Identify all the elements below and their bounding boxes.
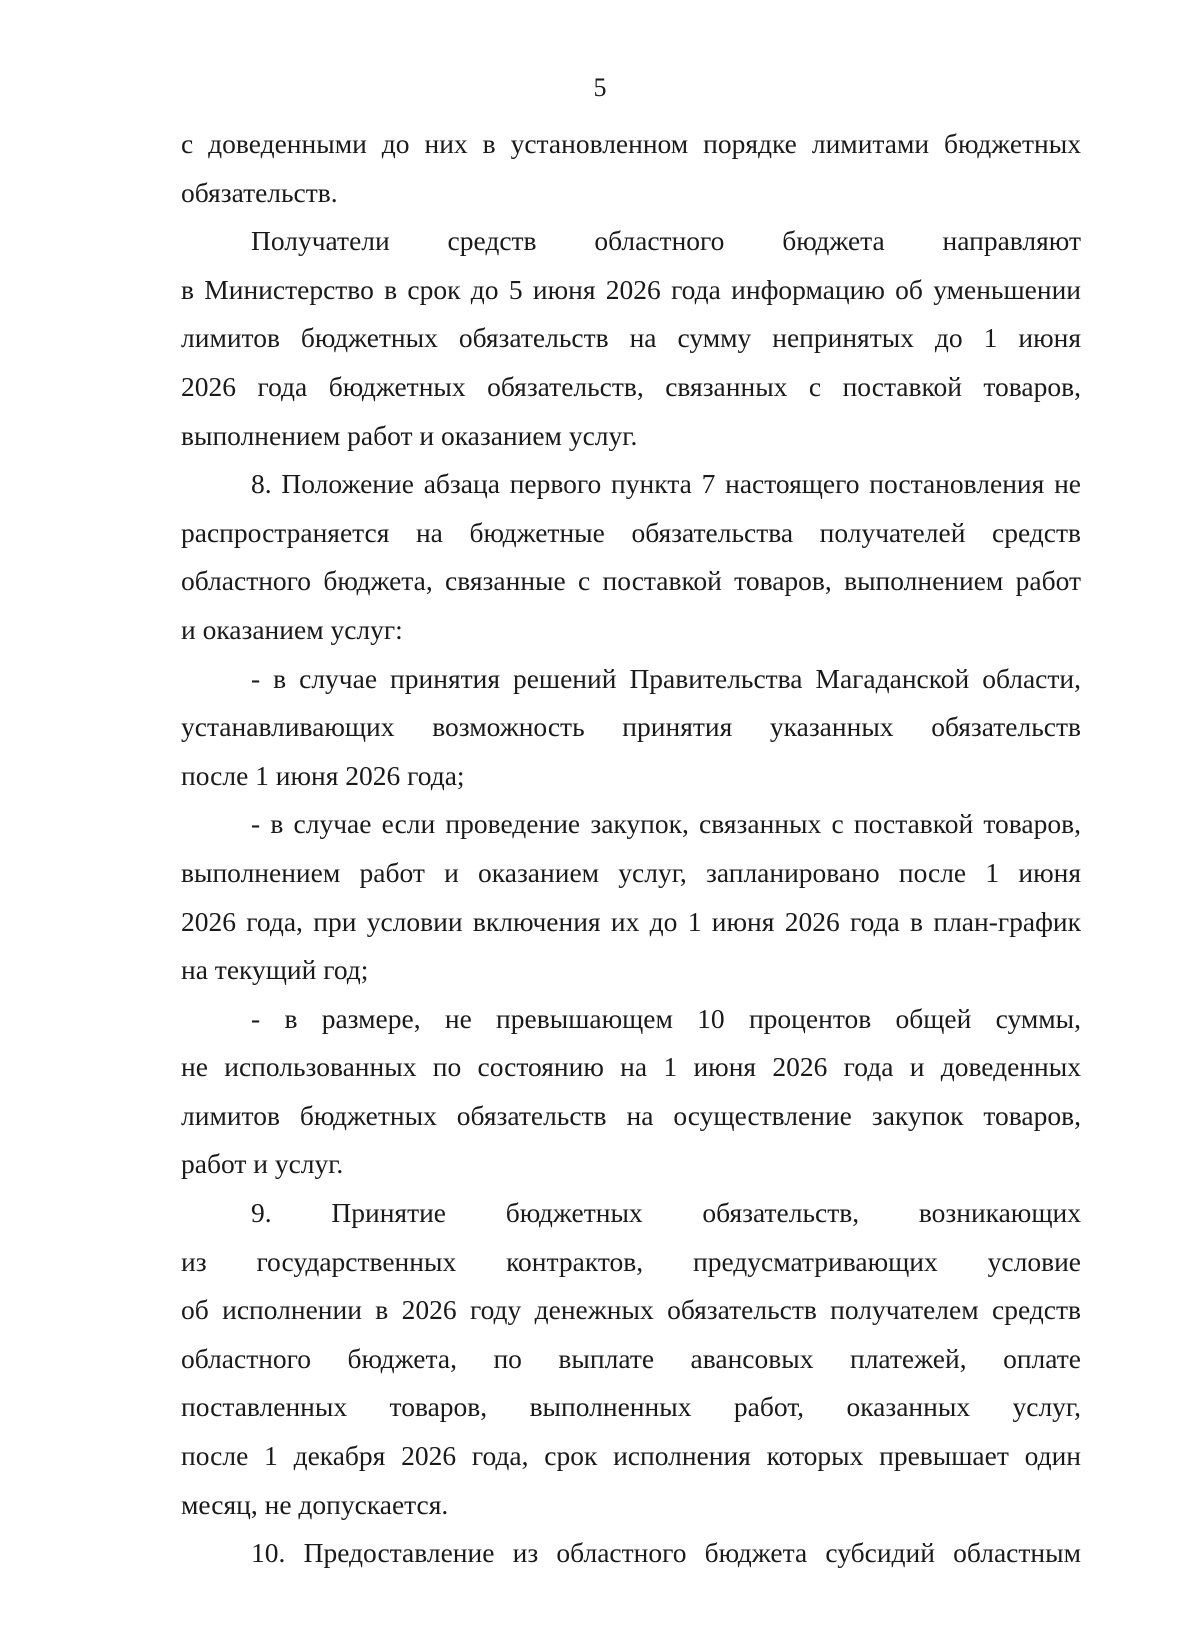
page-number: 5	[593, 73, 607, 102]
text-line: лимитов бюджетных обязательств на осуществление закупок товаров,	[181, 1099, 1081, 1131]
text-line: выполнением работ и оказанием услуг.	[181, 419, 638, 451]
text-line: устанавливающих возможность принятия указанных обязательств	[181, 711, 1081, 743]
text-line: работ и услуг.	[181, 1148, 344, 1180]
text-line: месяц, не допускается.	[181, 1488, 449, 1520]
text-line: и оказанием услуг:	[181, 613, 403, 645]
text-line: - в размере, не превышающем 10 процентов общей суммы,	[251, 1002, 1081, 1034]
text-line: на текущий год;	[181, 954, 369, 986]
text-line: после 1 июня 2026 года;	[181, 759, 465, 791]
paragraph	[181, 217, 1081, 460]
text-line: Получатели средств областного бюджета направляют	[251, 225, 1081, 257]
text-line: 8. Положение абзаца первого пункта 7 настоящего постановления не	[251, 468, 1081, 500]
paragraph	[181, 655, 1081, 801]
text-line: 10. Предоставление из областного бюджета субсидий областным	[251, 1537, 1081, 1569]
text-line: областного бюджета, по выплате авансовых платежей, оплате	[181, 1342, 1081, 1374]
text-line: после 1 декабря 2026 года, срок исполнения которых превышает один	[181, 1440, 1081, 1472]
text-line: обязательств.	[181, 176, 338, 208]
text-line: в Министерство в срок до 5 июня 2026 года информацию об уменьшении	[181, 273, 1081, 305]
text-line: об исполнении в 2026 году денежных обязательств получателем средств	[181, 1294, 1081, 1326]
paragraph	[181, 1529, 1081, 1578]
text-line: с доведенными до них в установленном порядке лимитами бюджетных	[181, 128, 1081, 159]
paragraph	[181, 1189, 1081, 1529]
paragraph	[181, 800, 1081, 994]
text-line: - в случае если проведение закупок, связанных с поставкой товаров,	[251, 808, 1081, 840]
document-body	[181, 120, 1081, 1578]
paragraph	[181, 120, 1081, 217]
text-line: выполнением работ и оказанием услуг, запланировано после 1 июня	[181, 856, 1081, 888]
text-line: поставленных товаров, выполненных работ, оказанных услуг,	[181, 1391, 1081, 1423]
text-line: 2026 года, при условии включения их до 1 июня 2026 года в план-график	[181, 905, 1081, 937]
text-line: лимитов бюджетных обязательств на сумму непринятых до 1 июня	[181, 322, 1081, 354]
text-line: распространяется на бюджетные обязательства получателей средств	[181, 516, 1081, 548]
text-line: не использованных по состоянию на 1 июня 2026 года и доведенных	[181, 1051, 1081, 1083]
text-line: областного бюджета, связанные с поставкой товаров, выполнением работ	[181, 565, 1081, 597]
paragraph	[181, 460, 1081, 654]
paragraph	[181, 995, 1081, 1189]
text-line: 9. Принятие бюджетных обязательств, возникающих	[251, 1197, 1081, 1229]
text-line: из государственных контрактов, предусматривающих условие	[181, 1245, 1081, 1277]
text-line: 2026 года бюджетных обязательств, связанных с поставкой товаров,	[181, 370, 1081, 402]
text-line: - в случае принятия решений Правительства Магаданской области,	[251, 662, 1081, 694]
